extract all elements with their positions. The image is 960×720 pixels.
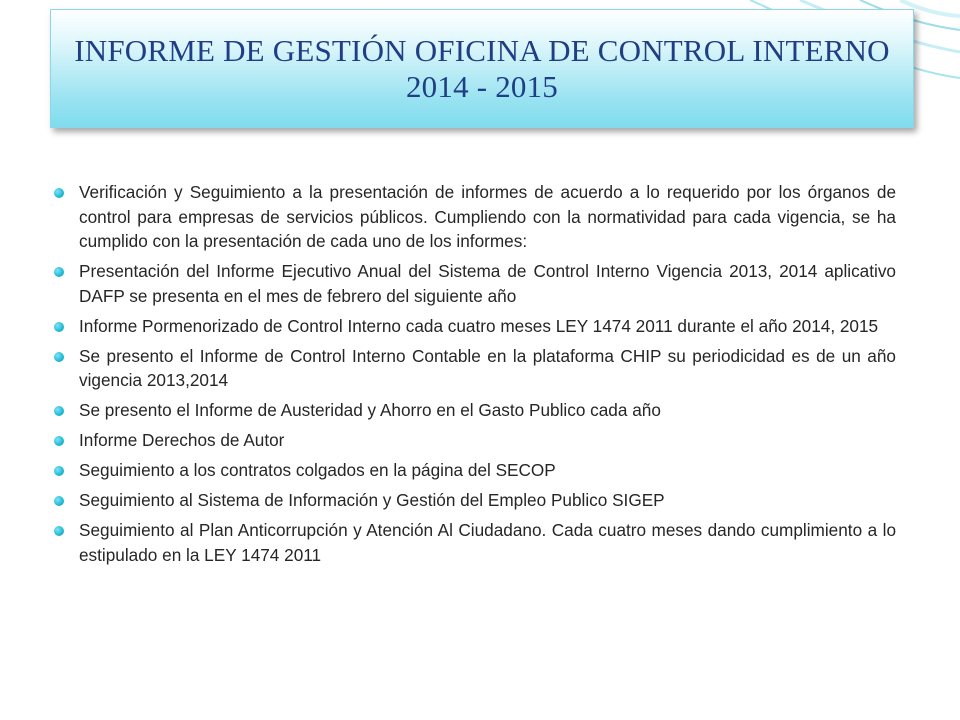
bullet-item <box>52 344 896 393</box>
bullet-dot-icon <box>54 466 64 476</box>
bullet-text: Seguimiento a los contratos colgados en la página del SECOP <box>79 460 556 480</box>
slide-content <box>52 180 896 573</box>
bullet-item <box>52 458 896 483</box>
bullet-dot-icon <box>54 526 64 536</box>
bullet-text: Se presento el Informe de Control Interno Contable en la plataforma CHIP su periodicidad es de un año vigencia 2013,2014 <box>79 345 896 390</box>
bullet-item <box>52 398 896 423</box>
bullet-item <box>52 259 896 308</box>
title-banner <box>50 9 914 128</box>
bullet-item <box>52 180 896 254</box>
bullet-item <box>52 314 896 339</box>
bullet-list <box>52 180 896 567</box>
bullet-text: Se presento el Informe de Austeridad y Ahorro en el Gasto Publico cada año <box>79 400 661 420</box>
bullet-text: Informe Pormenorizado de Control Interno cada cuatro meses LEY 1474 2011 durante el año 2014, 2015 <box>79 315 879 336</box>
bullet-text: Verificación y Seguimiento a la presentación de informes de acuerdo a lo requerido por los órganos de control para empresas de servicios públicos. Cumpliendo con la normatividad para cada vigencia, se ha cumplido con la presentación de cada uno de los informes: <box>79 182 896 251</box>
slide-subtitle-years: 2014 - 2015 <box>405 68 559 104</box>
bullet-dot-icon <box>54 188 64 198</box>
bullet-text: Seguimiento al Plan Anticorrupción y Atención Al Ciudadano. Cada cuatro meses dando cumplimiento a lo estipulado en la LEY 1474 2011 <box>79 520 896 565</box>
bullet-dot-icon <box>54 406 64 416</box>
bullet-item <box>52 488 896 513</box>
bullet-text: Informe Derechos de Autor <box>79 430 285 450</box>
bullet-item <box>52 428 896 453</box>
bullet-dot-icon <box>54 267 64 277</box>
bullet-dot-icon <box>54 496 64 506</box>
bullet-text: Presentación del Informe Ejecutivo Anual del Sistema de Control Interno Vigencia 2013, 2014 aplicativo DAFP se presenta en el mes de febrero del siguiente año <box>79 261 896 306</box>
bullet-dot-icon <box>54 436 64 446</box>
bullet-dot-icon <box>54 322 64 332</box>
bullet-dot-icon <box>54 352 64 362</box>
slide-title: INFORME DE GESTIÓN OFICINA DE CONTROL INTERNO <box>74 32 890 68</box>
bullet-item <box>52 518 896 567</box>
bullet-text: Seguimiento al Sistema de Información y Gestión del Empleo Publico SIGEP <box>79 490 665 510</box>
